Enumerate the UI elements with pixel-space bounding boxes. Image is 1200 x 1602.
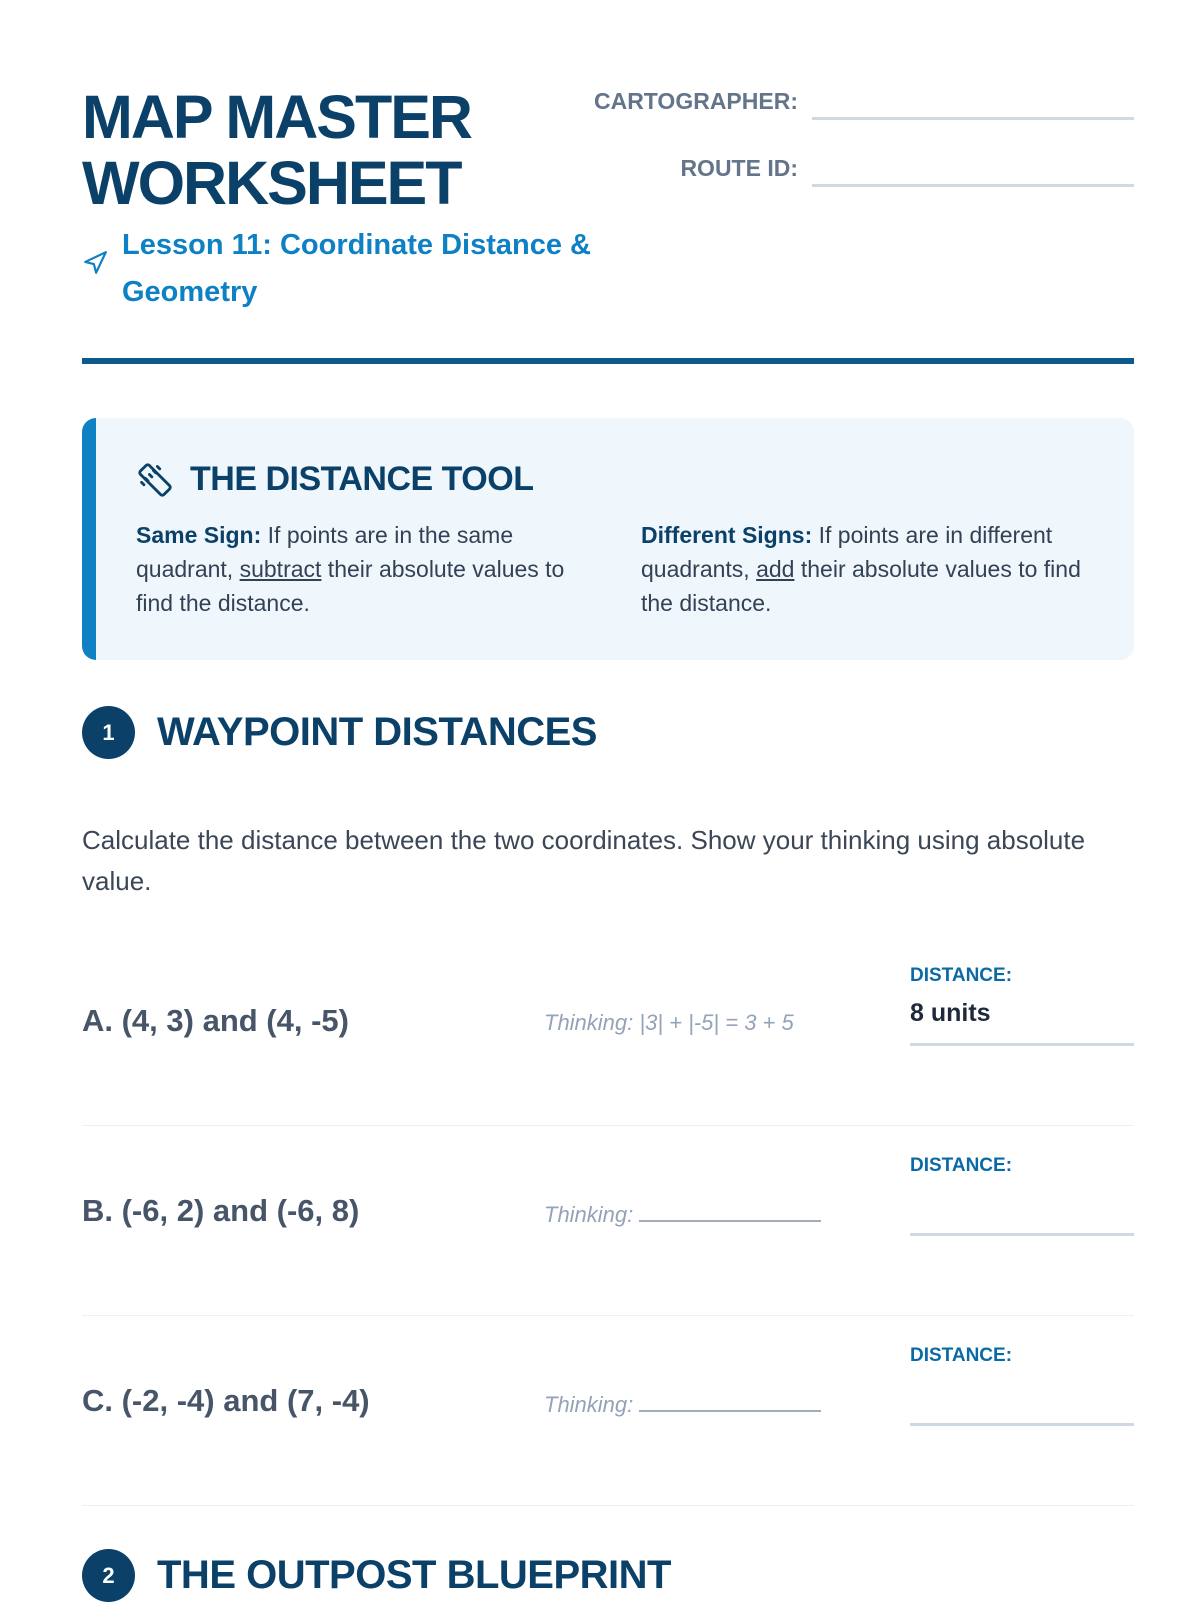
section-2-number: 2 bbox=[82, 1549, 135, 1602]
name-fields bbox=[574, 80, 1134, 214]
problem-row-c bbox=[82, 1315, 1134, 1506]
distance-answer[interactable]: 8 units bbox=[910, 999, 991, 1027]
cartographer-input-line[interactable] bbox=[812, 117, 1134, 120]
problem-row-a bbox=[82, 935, 1134, 1126]
thinking-line[interactable] bbox=[544, 1200, 821, 1228]
distance-answer-line[interactable] bbox=[910, 1043, 1134, 1046]
thinking-label: Thinking: bbox=[544, 1010, 634, 1035]
distance-label: DISTANCE: bbox=[910, 1345, 1013, 1366]
worksheet-page bbox=[82, 0, 1134, 1600]
problem-question: B. (-6, 2) and (-6, 8) bbox=[82, 1193, 360, 1228]
same-sign-keyword: subtract bbox=[239, 556, 322, 582]
problem-question: C. (-2, -4) and (7, -4) bbox=[82, 1383, 370, 1418]
route-id-input-line[interactable] bbox=[812, 184, 1134, 187]
diff-sign-text-2: their absolute values to find the distance. bbox=[641, 556, 1081, 616]
thinking-line[interactable] bbox=[544, 1390, 821, 1418]
thinking-label: Thinking: bbox=[544, 1392, 634, 1417]
cartographer-field[interactable] bbox=[574, 80, 1134, 147]
distance-label: DISTANCE: bbox=[910, 1155, 1013, 1176]
title-line-2: WORKSHEET bbox=[82, 149, 461, 217]
thinking-blank[interactable] bbox=[639, 1390, 821, 1412]
title-block bbox=[82, 84, 602, 216]
section-2-header bbox=[82, 1549, 671, 1602]
diff-sign-lead: Different Signs: bbox=[641, 522, 813, 548]
header-divider bbox=[82, 358, 1134, 364]
route-id-label: ROUTE ID: bbox=[680, 155, 798, 181]
distance-tool-header bbox=[136, 460, 533, 499]
page-title bbox=[82, 84, 602, 216]
same-sign-text-2: their absolute values to find the distance. bbox=[136, 556, 565, 616]
problem-row-b bbox=[82, 1125, 1134, 1316]
navigation-arrow-icon bbox=[82, 250, 108, 276]
section-1-header bbox=[82, 706, 597, 759]
diff-sign-keyword: add bbox=[756, 556, 795, 582]
problem-question: A. (4, 3) and (4, -5) bbox=[82, 1003, 349, 1038]
lesson-subtitle bbox=[82, 222, 602, 316]
thinking-line bbox=[544, 1010, 794, 1036]
lesson-text: Lesson 11: Coordinate Distance & Geometry bbox=[122, 229, 591, 308]
cartographer-label: CARTOGRAPHER: bbox=[593, 88, 798, 114]
route-id-field[interactable] bbox=[574, 147, 1134, 214]
distance-answer-line[interactable] bbox=[910, 1233, 1134, 1236]
diff-sign-text-1: If points are in different quadrants, bbox=[641, 522, 1053, 582]
distance-answer-line[interactable] bbox=[910, 1423, 1134, 1426]
section-1-title: WAYPOINT DISTANCES bbox=[157, 710, 597, 754]
section-1-instructions: Calculate the distance between the two coordinates. Show your thinking using absolute value. bbox=[82, 825, 1086, 896]
different-signs-rule bbox=[641, 518, 1101, 620]
same-sign-rule bbox=[136, 518, 588, 620]
section-1-number: 1 bbox=[82, 706, 135, 759]
thinking-label: Thinking: bbox=[544, 1202, 634, 1227]
section-2-title: THE OUTPOST BLUEPRINT bbox=[157, 1553, 671, 1597]
same-sign-lead: Same Sign: bbox=[136, 522, 262, 548]
thinking-work: |3| + |-5| = 3 + 5 bbox=[639, 1010, 794, 1035]
same-sign-text-1: If points are in the same quadrant, bbox=[136, 522, 514, 582]
ruler-icon bbox=[136, 461, 174, 499]
thinking-blank[interactable] bbox=[639, 1200, 821, 1222]
title-line-1: MAP MASTER bbox=[82, 83, 471, 151]
distance-label: DISTANCE: bbox=[910, 965, 1013, 986]
distance-tool-title: THE DISTANCE TOOL bbox=[190, 460, 534, 498]
distance-tool-box bbox=[82, 418, 1134, 660]
